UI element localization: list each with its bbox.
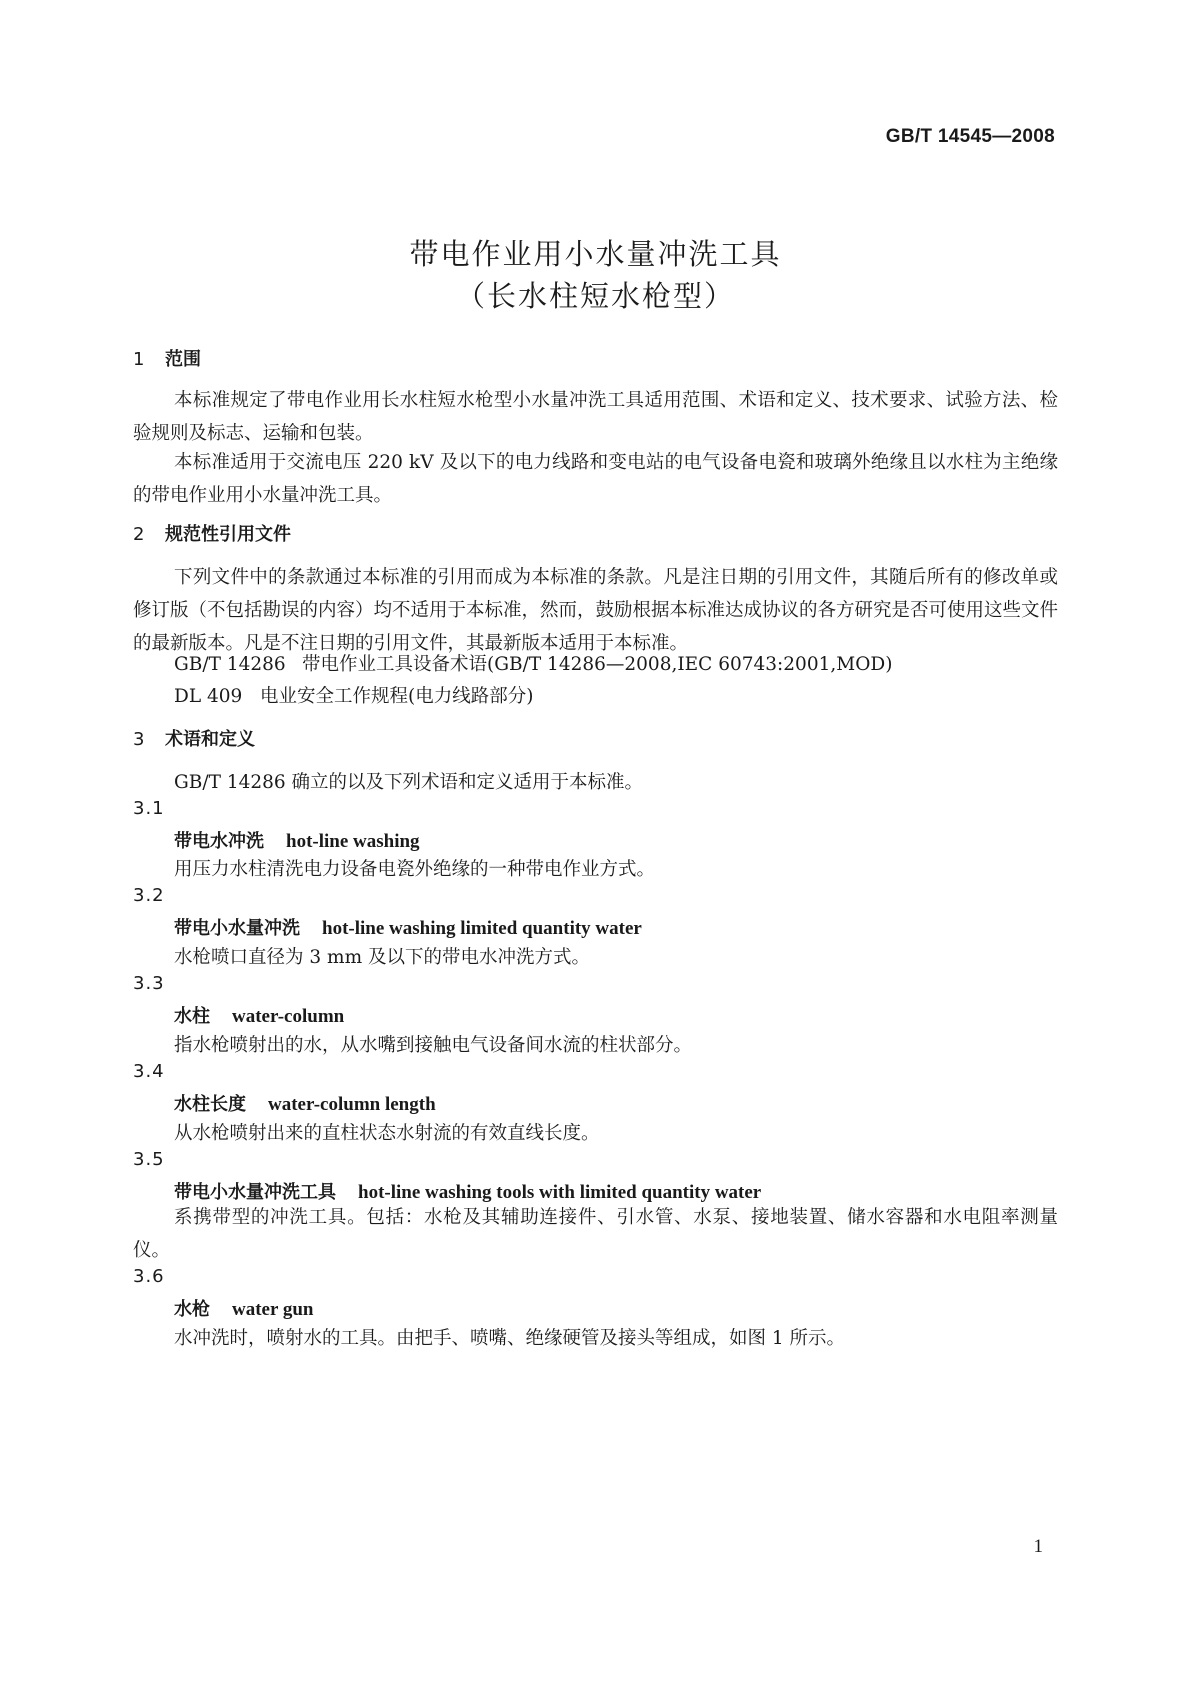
normative-paragraph: 下列文件中的条款通过本标准的引用而成为本标准的条款。凡是注日期的引用文件，其随后所有的修改单或修订版（不包括勘误的内容）均不适用于本标准，然而，鼓励根据本标准达成协议的各方研究是否可使用这些文件的最新版本。凡是不注日期的引用文件，其最新版本适用于本标准。: [133, 567, 1059, 654]
term-heading: [174, 1295, 313, 1321]
term-english: water-column length: [268, 1094, 436, 1115]
term-number: 3.5: [133, 1149, 165, 1170]
term-english: water-column: [232, 1006, 345, 1027]
term-english: hot-line washing: [286, 831, 420, 852]
term-definition: 系携带型的冲洗工具。包括：水枪及其辅助连接件、引水管、水泵、接地装置、储水容器和水电阻率测量仪。: [133, 1207, 1058, 1261]
scope-paragraph-2: 本标准适用于交流电压 220 kV 及以下的电力线路和变电站的电气设备电瓷和玻璃外绝缘且以水柱为主绝缘的带电作业用小水量冲洗工具。: [133, 452, 1058, 506]
term-number: 3.4: [133, 1061, 165, 1082]
term-chinese: 水柱长度: [174, 1094, 246, 1115]
term-definition: 用压力水柱清洗电力设备电瓷外绝缘的一种带电作业方式。: [174, 859, 656, 880]
section-heading-normative-references: [133, 520, 291, 546]
term-heading: [174, 1090, 436, 1116]
term-heading: [174, 914, 642, 940]
term-english: water gun: [232, 1299, 314, 1320]
scope-paragraph-1: 本标准规定了带电作业用长水柱短水枪型小水量冲洗工具适用范围、术语和定义、技术要求、试验方法、检验规则及标志、运输和包装。: [133, 390, 1058, 444]
term-definition: 水枪喷口直径为 3 mm 及以下的带电水冲洗方式。: [174, 947, 590, 968]
reference-code: GB/T 14286: [174, 654, 286, 675]
section-heading-scope: [133, 345, 201, 371]
reference-item: [174, 682, 533, 708]
term-chinese: 水枪: [174, 1299, 210, 1320]
term-number: 3.1: [133, 798, 165, 819]
term-chinese: 水柱: [174, 1006, 210, 1027]
section-title: 规范性引用文件: [165, 524, 291, 545]
term-heading: [174, 827, 420, 853]
reference-item: [174, 650, 892, 676]
term-number: 3.6: [133, 1266, 165, 1287]
section-heading-terms: [133, 725, 255, 751]
standard-code: GB/T 14545—2008: [885, 126, 1055, 147]
term-definition: 水冲洗时，喷射水的工具。由把手、喷嘴、绝缘硬管及接头等组成，如图 1 所示。: [174, 1328, 846, 1349]
section-title: 范围: [165, 349, 201, 370]
term-english: hot-line washing limited quantity water: [322, 918, 642, 939]
section-number: 3: [133, 729, 145, 750]
term-chinese: 带电小水量冲洗工具: [174, 1182, 336, 1203]
term-heading: [174, 1002, 344, 1028]
reference-title: 电业安全工作规程(电力线路部分): [260, 686, 534, 707]
section-number: 1: [133, 349, 145, 370]
term-english: hot-line washing tools with limited quantity water: [358, 1182, 762, 1203]
term-chinese: 带电水冲洗: [174, 831, 264, 852]
reference-code: DL 409: [174, 686, 243, 707]
terms-intro: GB/T 14286 确立的以及下列术语和定义适用于本标准。: [174, 772, 644, 793]
term-number: 3.2: [133, 885, 165, 906]
reference-title: 带电作业工具设备术语(GB/T 14286—2008,IEC 60743:2001,MOD): [302, 654, 893, 675]
document-subtitle: （长水柱短水枪型）: [455, 279, 735, 313]
term-definition: 从水枪喷射出来的直柱状态水射流的有效直线长度。: [174, 1123, 600, 1144]
term-chinese: 带电小水量冲洗: [174, 918, 300, 939]
section-number: 2: [133, 524, 145, 545]
term-definition: 指水枪喷射出的水，从水嘴到接触电气设备间水流的柱状部分。: [174, 1035, 693, 1056]
term-number: 3.3: [133, 973, 165, 994]
document-title: 带电作业用小水量冲洗工具: [409, 237, 782, 271]
page-number: 1: [1033, 1536, 1043, 1557]
section-title: 术语和定义: [165, 729, 255, 750]
